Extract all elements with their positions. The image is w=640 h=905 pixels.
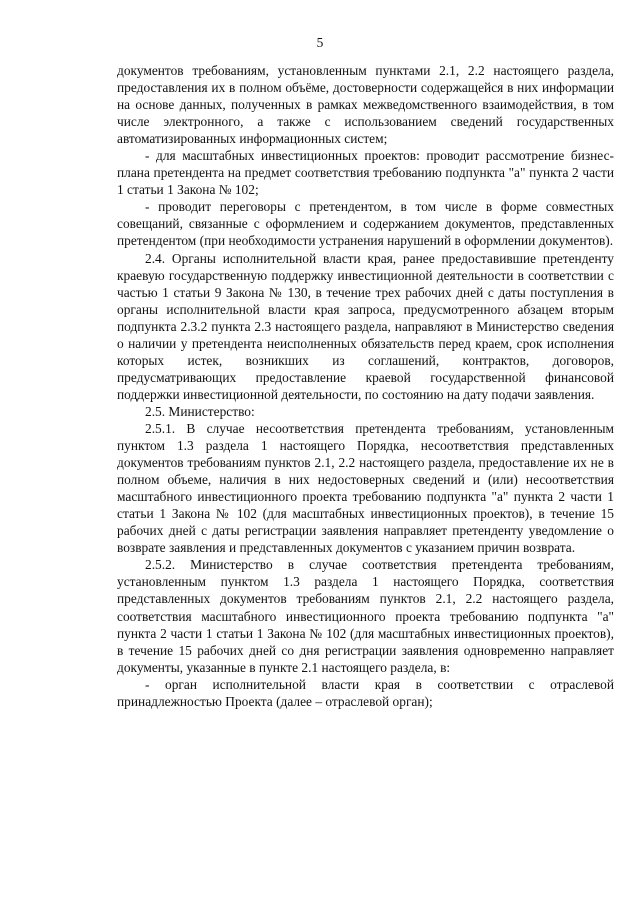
paragraph-2-4: 2.4. Органы исполнительной власти края, ранее предоставившие претенденту краевую государственную поддержку инвестиционной деятельности в соответствии с частью 1 статьи 9 Закона № 130, в течение трех рабочих дней с даты поступления в органы исполнительной власти края запроса, предусмотренного абзацем вторым подпункта 2.3.2 пункта 2.3 настоящего раздела, направляют в Министерство сведения о наличии у претендента неисполненных обязательств перед краем, срок исполнения которых истек, возникших из соглашений, контрактов, договоров, предусматривающих предоставление краевой государственной финансовой поддержки инвестиционной деятельности, по состоянию на дату подачи заявления.	[117, 250, 614, 402]
paragraph-2-5-2: 2.5.2. Министерство в случае соответствия претендента требованиям, установленным пунктом 1.3 раздела 1 настоящего Порядка, соответствия представленных документов требованиям пунктов 2.1, 2.2 настоящего раздела, соответствия масштабного инвестиционного проекта требованию подпункта "а" пункта 2 части 1 статьи 1 Закона № 102 (для масштабных инвестиционных проектов), в течение 15 рабочих дней со дня регистрации заявления одновременно направляет документы, указанные в пункте 2.1 настоящего раздела, в:	[117, 557, 614, 675]
document-body	[117, 62, 614, 710]
paragraph-2-5-1: 2.5.1. В случае несоответствия претендента требованиям, установленным пунктом 1.3 раздела 1 настоящего Порядка, несоответствия представленных документов требованиям пунктов 2.1, 2.2 настоящего раздела, предоставление их не в полном объеме, наличия в них недостоверных сведений и (или) несоответствия масштабного инвестиционного проекта требованию подпункта "а" пункта 2 части 1 статьи 1 Закона № 102 (для масштабных инвестиционных проектов), в течение 15 рабочих дней с даты регистрации заявления направляет претенденту уведомление о возврате заявления и представленных документов с указанием причин возврата.	[117, 420, 614, 556]
paragraph-sector-authority: - орган исполнительной власти края в соответствии с отраслевой принадлежностью Проекта (далее – отраслевой орган);	[117, 676, 614, 709]
paragraph-negotiations: - проводит переговоры с претендентом, в том числе в форме совместных совещаний, связанные с оформлением и содержанием документов, представленных претендентом (при необходимости устранения нарушений в оформлении документов).	[117, 199, 614, 249]
page-number: 5	[316, 35, 324, 50]
paragraph-large-projects: - для масштабных инвестиционных проектов: проводит рассмотрение бизнес-плана претендента на предмет соответствия требованию подпункта "а" пункта 2 части 1 статьи 1 Закона № 102;	[117, 148, 614, 198]
paragraph-2-5: 2.5. Министерство:	[145, 403, 255, 419]
paragraph-continuation: документов требованиям, установленным пунктами 2.1, 2.2 настоящего раздела, предоставления их в полном объёме, достоверности содержащейся в них информации на основе данных, полученных в рамках межведомственного взаимодействия, в том числе электронного, а также с использованием сведений государственных автоматизированных информационных систем;	[117, 63, 614, 147]
